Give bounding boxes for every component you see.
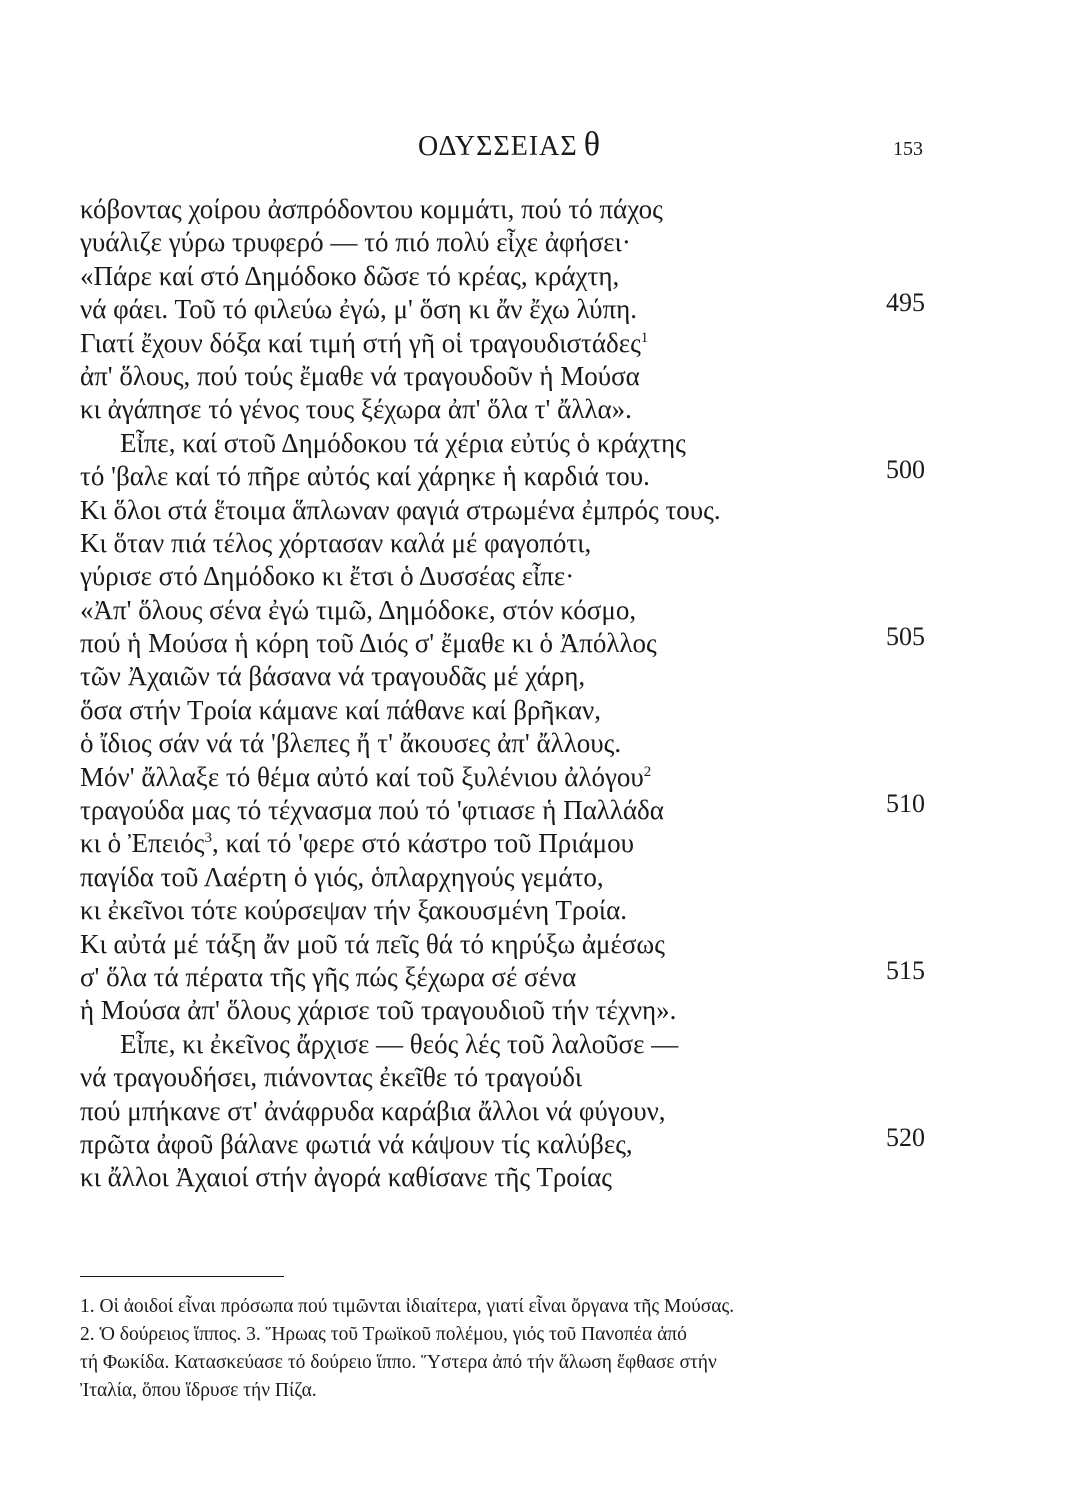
verse-line: ἀπ' ὅλους, πού τούς ἔμαθε νά τραγουδοῦν ἡ Μούσα [80, 360, 640, 391]
verse-line: πού ἡ Μούσα ἡ κόρη τοῦ Διός σ' ἔμαθε κι ὁ Ἀπόλλος [80, 628, 657, 659]
footnote-marker: 2 [643, 763, 652, 780]
verse-line: «Πάρε καί στό Δημόδοκο δῶσε τό κρέας, κράχτη, [80, 260, 620, 291]
footnote-rule [80, 1276, 284, 1277]
line-number: 510 [886, 789, 925, 818]
line-number: 495 [886, 288, 925, 317]
line-number: 505 [886, 622, 925, 651]
verse-line: Μόν' ἄλλαξε τό θέμα αὐτό καί τοῦ ξυλένιου ἀλόγου$^2$ [80, 761, 652, 792]
verse-line: τραγούδα μας τό τέχνασμα πού τό 'φτιασε ἡ Παλλάδα [80, 795, 664, 826]
verse-line: Εἶπε, καί στοῦ Δημόδοκου τά χέρια εὐτύς ὁ κράχτης [120, 427, 686, 458]
verse-line: κόβοντας χοίρου ἀσπρόδοντου κομμάτι, πού τό πάχος [80, 194, 663, 224]
verse-line: παγίδα τοῦ Λαέρτη ὁ γιός, ὁπλαρχηγούς γεμάτο, [80, 861, 604, 892]
verse-line: κι ἀγάπησε τό γένος τους ξέχωρα ἀπ' ὅλα τ' ἄλλα». [80, 394, 632, 425]
verse-line: ἡ Μούσα ἀπ' ὅλους χάρισε τοῦ τραγουδιοῦ τήν τέχνη». [80, 995, 677, 1026]
footnote-marker: 3 [204, 830, 212, 847]
verse-line: ὁ ἴδιος σάν νά τά 'βλεπες ἤ τ' ἄκουσες ἀπ' ἄλλους. [80, 728, 622, 759]
verse-line: γύρισε στό Δημόδοκο κι ἔτσι ὁ Δυσσέας εἶπε· [80, 561, 575, 592]
footnotes [80, 1293, 980, 1405]
verse-line: «Ἀπ' ὅλους σένα ἐγώ τιμῶ, Δημόδοκε, στόν κόσμο, [80, 594, 637, 625]
line-number: 515 [886, 956, 925, 985]
footnote-line: 1. Οἱ ἀοιδοί εἶναι πρόσωπα πού τιμῶνται ἰδιαίτερα, γιατί εἶναι ὄργανα τῆς Μούσας. [80, 1296, 735, 1317]
verse-line: Κι ὅταν πιά τέλος χόρτασαν καλά μέ φαγοπότι, [80, 527, 592, 558]
verse-line: γυάλιζε γύρω τρυφερό — τό πιό πολύ εἶχε ἀφήσει· [80, 227, 631, 258]
verse-line: νά φάει. Τοῦ τό φιλεύω ἐγώ, μ' ὅση κι ἄν ἔχω λύπη. [80, 294, 637, 325]
verse-line: τό 'βαλε καί τό πῆρε αὐτός καί χάρηκε ἡ καρδιά του. [80, 461, 650, 492]
running-header [418, 126, 601, 164]
verse-line: κι ἄλλοι Ἀχαιοί στήν ἀγορά καθίσανε τῆς Τροίας [80, 1162, 612, 1193]
footnote-line: 2. Ὁ δούρειος ἵππος. 3. Ἥρωας τοῦ Τρωϊκοῦ πολέμου, γιός τοῦ Πανοπέα ἀπό [80, 1324, 687, 1345]
verse-line: Εἶπε, κι ἐκεῖνος ἄρχισε — θεός λές τοῦ λαλοῦσε — [120, 1028, 679, 1059]
verse-line: πού μπήκανε στ' ἀνάφρυδα καράβια ἄλλοι νά φύγουν, [80, 1095, 666, 1126]
verse-line: Γιατί ἔχουν δόξα καί τιμή στή γῆ οἱ τραγουδιστάδες$^1$ [80, 327, 649, 358]
line-number: 520 [886, 1123, 925, 1152]
verse-line: Κι ὅλοι στά ἕτοιμα ἅπλωναν φαγιά στρωμένα ἐμπρός τους. [80, 494, 721, 525]
verse-line: Κι αὐτά μέ τάξη ἄν μοῦ τά πεῖς θά τό κηρύξω ἀμέσως [80, 928, 665, 959]
footnote-line: Ἰταλία, ὅπου ἵδρυσε τήν Πίζα. [80, 1380, 317, 1401]
verse-line: ὅσα στήν Τροία κάμανε καί πάθανε καί βρῆκαν, [80, 694, 602, 725]
header-title: ΟΔΥΣΣΕΙΑΣ [418, 131, 578, 162]
verse-line: πρῶτα ἀφοῦ βάλανε φωτιά νά κάψουν τίς καλύβες, [80, 1128, 633, 1159]
verse-block [80, 193, 840, 1195]
verse-line: τῶν Ἀχαιῶν τά βάσανα νά τραγουδᾶς μέ χάρη, [80, 661, 586, 692]
line-number: 500 [886, 455, 925, 484]
footnote-line: τή Φωκίδα. Κατασκεύασε τό δούρειο ἵππο. Ὕστερα ἀπό τήν ἅλωση ἔφθασε στήν [80, 1352, 717, 1373]
book-letter: θ [583, 126, 601, 163]
verse-line: κι ὁ Ἐπειός$^3$, καί τό 'φερε στό κάστρο τοῦ Πριάμου [80, 828, 634, 859]
footnote-marker: 1 [640, 329, 649, 346]
verse-line: σ' ὅλα τά πέρατα τῆς γῆς πώς ξέχωρα σέ σένα [80, 961, 577, 992]
page-number: 153 [893, 138, 923, 160]
verse-line: νά τραγουδήσει, πιάνοντας ἐκεῖθε τό τραγούδι [80, 1062, 583, 1093]
verse-line: κι ἐκεῖνοι τότε κούρσεψαν τήν ξακουσμένη Τροία. [80, 895, 628, 926]
